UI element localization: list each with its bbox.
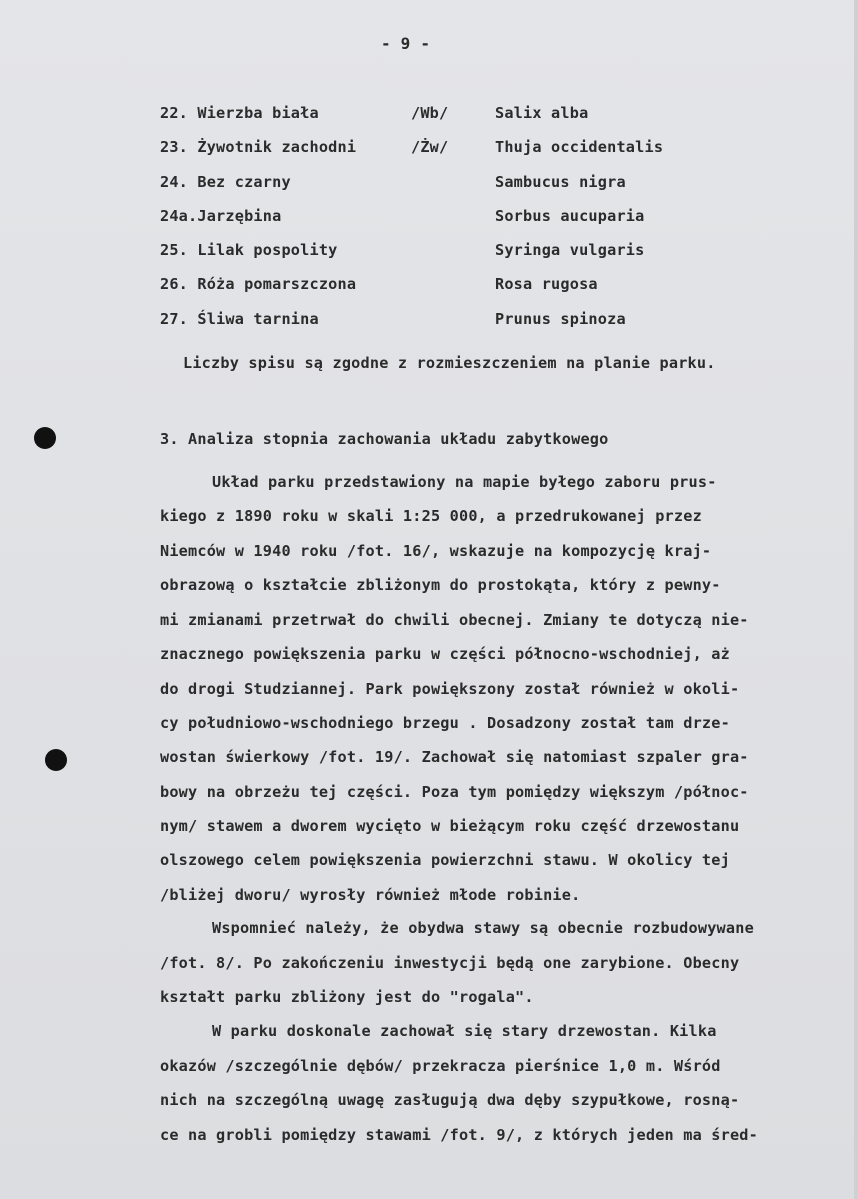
species-latin: Salix alba [495,104,589,122]
species-abbr: /Wb/ [411,104,449,122]
punch-hole [34,427,56,449]
species-name: 26. Róża pomarszczona [160,275,357,293]
species-latin: Syringa vulgaris [495,241,645,259]
paragraph-line: wostan świerkowy /fot. 19/. Zachował się natomiast szpaler gra- [160,748,749,766]
species-latin: Sambucus nigra [495,173,626,191]
species-name: 23. Żywotnik zachodni [160,138,357,156]
species-name: 22. Wierzba biała [160,104,319,122]
page-edge [854,0,858,1199]
species-name: 24. Bez czarny [160,173,291,191]
paragraph-line: Wspomnieć należy, że obydwa stawy są obecnie rozbudowywane [212,919,754,937]
paragraph-line: obrazową o kształcie zbliżonym do prostokąta, który z pewny- [160,576,721,594]
paragraph-line: olszowego celem powiększenia powierzchni stawu. W okolicy tej [160,851,730,869]
paragraph-line: bowy na obrzeżu tej części. Poza tym pomiędzy większym /północ- [160,783,749,801]
paragraph-line: cy południowo-wschodniego brzegu . Dosadzony został tam drze- [160,714,730,732]
paragraph-line: ce na grobli pomiędzy stawami /fot. 9/, z których jeden ma śred- [160,1126,758,1144]
species-name: 27. Śliwa tarnina [160,310,319,328]
paragraph-line: do drogi Studziannej. Park powiększony został również w okoli- [160,680,740,698]
list-note: Liczby spisu są zgodne z rozmieszczeniem na planie parku. [183,354,716,372]
species-abbr: /Żw/ [411,138,449,156]
species-name: 25. Lilak pospolity [160,241,338,259]
paragraph-line: kształt parku zbliżony jest do "rogala". [160,988,534,1006]
paragraph-line: znacznego powiększenia parku w części północno-wschodniej, aż [160,645,730,663]
page-number: - 9 - [381,34,431,53]
species-name: 24a.Jarzębina [160,207,282,225]
species-latin: Rosa rugosa [495,275,598,293]
paragraph-line: W parku doskonale zachował się stary drzewostan. Kilka [212,1022,717,1040]
paragraph-line: Niemców w 1940 roku /fot. 16/, wskazuje na kompozycję kraj- [160,542,712,560]
paragraph-line: okazów /szczególnie dębów/ przekracza pierśnice 1,0 m. Wśród [160,1057,721,1075]
paragraph-line: Układ parku przedstawiony na mapie byłego zaboru prus- [212,473,717,491]
species-latin: Prunus spinoza [495,310,626,328]
paragraph-line: nich na szczególną uwagę zasługują dwa dęby szypułkowe, rosną- [160,1091,740,1109]
species-latin: Sorbus aucuparia [495,207,645,225]
paragraph-line: kiego z 1890 roku w skali 1:25 000, a przedrukowanej przez [160,507,702,525]
section-heading: 3. Analiza stopnia zachowania układu zabytkowego [160,430,609,448]
paragraph-line: mi zmianami przetrwał do chwili obecnej. Zmiany te dotyczą nie- [160,611,749,629]
paragraph-line: /fot. 8/. Po zakończeniu inwestycji będą one zarybione. Obecny [160,954,740,972]
paragraph-line: nym/ stawem a dworem wycięto w bieżącym roku część drzewostanu [160,817,740,835]
species-latin: Thuja occidentalis [495,138,664,156]
paragraph-line: /bliżej dworu/ wyrosły również młode robinie. [160,886,581,904]
punch-hole [45,749,67,771]
